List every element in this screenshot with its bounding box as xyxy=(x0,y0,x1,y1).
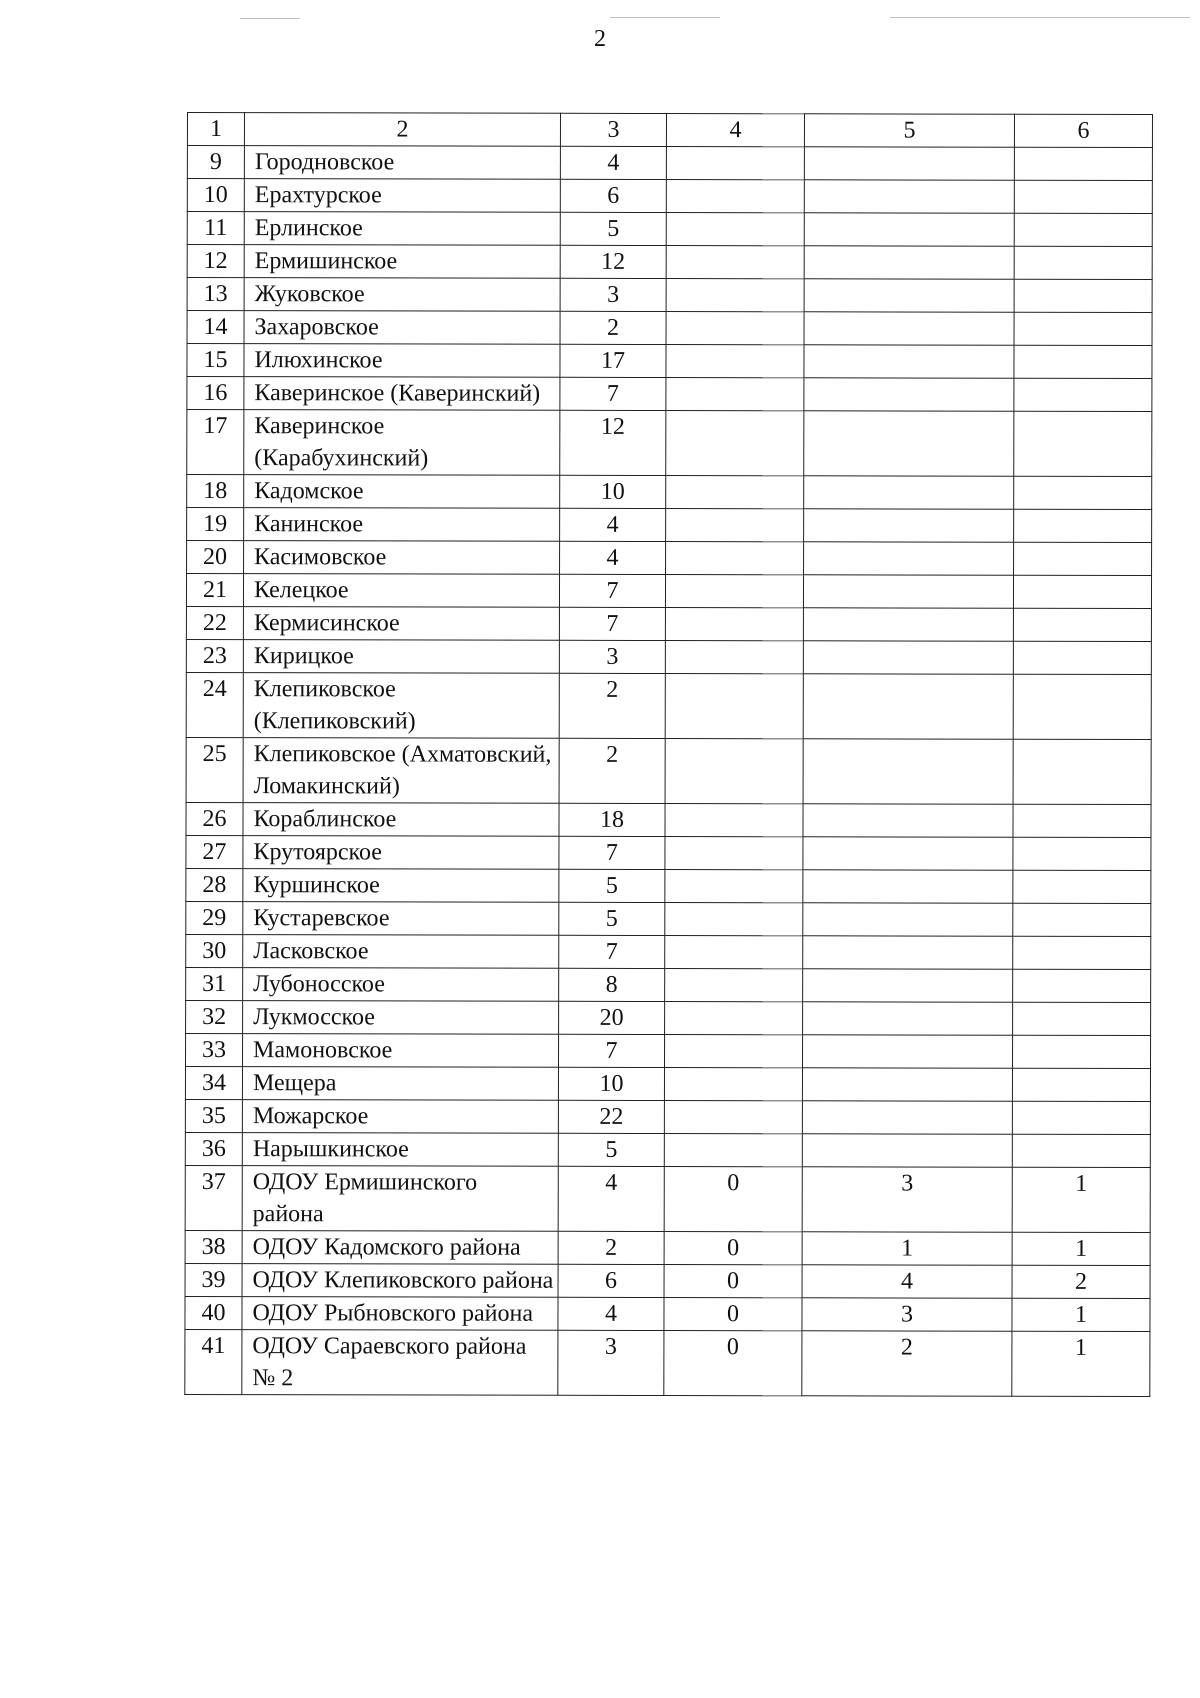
col4-cell xyxy=(665,870,803,903)
table-row xyxy=(185,1066,1150,1101)
row-number-cell: 37 xyxy=(185,1165,242,1230)
col5-cell xyxy=(804,147,1014,180)
col3-cell: 10 xyxy=(558,1067,664,1100)
col3-cell: 7 xyxy=(559,836,665,869)
col6-cell xyxy=(1014,345,1152,378)
organization-name-cell: Жуковское xyxy=(244,278,560,312)
row-number-cell: 17 xyxy=(187,410,244,475)
row-number-cell: 27 xyxy=(186,835,243,868)
col4-cell xyxy=(665,969,803,1002)
col3-cell: 4 xyxy=(558,1297,664,1330)
table-row xyxy=(186,868,1151,903)
header-cell: 6 xyxy=(1014,114,1152,147)
col4-cell xyxy=(665,903,803,936)
col3-cell: 5 xyxy=(559,902,665,935)
col4-cell xyxy=(666,378,804,411)
row-number-cell: 15 xyxy=(187,344,244,377)
col6-cell xyxy=(1014,180,1152,213)
organization-name-cell: Нарышкинское xyxy=(242,1133,558,1167)
col3-cell: 4 xyxy=(560,146,666,179)
col5-cell xyxy=(804,180,1014,213)
organization-name-cell: Кермисинское xyxy=(243,607,559,641)
organization-name-cell: Касимовское xyxy=(244,541,560,575)
table-row xyxy=(186,934,1151,969)
col3-cell: 3 xyxy=(559,640,665,673)
row-number-cell: 29 xyxy=(186,901,243,934)
col6-cell: 1 xyxy=(1012,1167,1150,1232)
row-number-cell: 23 xyxy=(186,639,243,672)
row-number-cell: 33 xyxy=(186,1033,243,1066)
row-number-cell: 16 xyxy=(187,377,244,410)
table-row xyxy=(187,377,1152,412)
table-row xyxy=(185,1230,1150,1265)
col3-cell: 5 xyxy=(559,869,665,902)
row-number-cell: 24 xyxy=(186,672,243,737)
organization-name-cell: Кирицкое xyxy=(243,640,559,674)
table-row xyxy=(187,278,1152,313)
row-number-cell: 34 xyxy=(185,1066,242,1099)
page-number: 2 xyxy=(594,26,606,52)
col6-cell xyxy=(1014,411,1152,476)
table-header-row xyxy=(187,113,1152,148)
col6-cell: 1 xyxy=(1012,1298,1150,1331)
table-row xyxy=(187,311,1152,346)
row-number-cell: 40 xyxy=(185,1296,242,1329)
col4-cell xyxy=(666,345,804,378)
col6-cell xyxy=(1014,378,1152,411)
col6-cell xyxy=(1012,1068,1150,1101)
col4-cell: 0 xyxy=(664,1265,802,1298)
row-number-cell: 21 xyxy=(186,574,243,607)
col3-cell: 2 xyxy=(559,673,665,738)
col3-cell: 12 xyxy=(560,410,666,475)
organization-name-cell: ОДОУ Клепиковского района xyxy=(242,1264,558,1298)
col5-cell xyxy=(804,411,1014,476)
table-row xyxy=(185,1296,1150,1331)
col6-cell xyxy=(1014,279,1152,312)
row-number-cell: 14 xyxy=(187,311,244,344)
col3-cell: 6 xyxy=(558,1264,664,1297)
organization-name-cell: Лубоносское xyxy=(243,968,559,1002)
table-row xyxy=(187,508,1152,543)
col3-cell: 5 xyxy=(560,212,666,245)
table-row xyxy=(187,146,1152,181)
organization-name-cell: ОДОУ Рыбновского района xyxy=(242,1297,558,1331)
header-cell: 3 xyxy=(560,113,666,146)
row-number-cell: 32 xyxy=(186,1000,243,1033)
row-number-cell: 26 xyxy=(186,802,243,835)
col4-cell xyxy=(665,739,803,804)
col3-cell: 22 xyxy=(558,1100,664,1133)
col5-cell xyxy=(803,1002,1013,1035)
row-number-cell: 20 xyxy=(187,541,244,574)
col4-cell xyxy=(665,837,803,870)
organization-name-cell: Каверинское (Карабухинский) xyxy=(244,410,560,476)
col4-cell xyxy=(665,641,803,674)
organization-name-cell: Можарское xyxy=(242,1100,558,1134)
col6-cell xyxy=(1014,147,1152,180)
col5-cell xyxy=(804,345,1014,378)
table-row xyxy=(187,541,1152,576)
table-row xyxy=(185,1132,1150,1167)
col3-cell: 18 xyxy=(559,803,665,836)
table-row xyxy=(186,802,1151,837)
table-row xyxy=(186,672,1151,739)
col5-cell: 3 xyxy=(802,1298,1012,1331)
col4-cell xyxy=(666,411,804,476)
col6-cell xyxy=(1013,804,1151,837)
col5-cell xyxy=(804,476,1014,509)
col6-cell xyxy=(1012,1035,1150,1068)
col5-cell xyxy=(803,674,1013,739)
row-number-cell: 30 xyxy=(186,934,243,967)
row-number-cell: 11 xyxy=(187,212,244,245)
col3-cell: 3 xyxy=(558,1330,664,1395)
header-cell: 4 xyxy=(666,114,804,147)
col6-cell xyxy=(1013,575,1151,608)
table-row xyxy=(185,1099,1150,1134)
organization-name-cell: ОДОУ Ермишинского района xyxy=(242,1166,558,1232)
col3-cell: 4 xyxy=(560,541,666,574)
col4-cell: 0 xyxy=(664,1167,802,1232)
col4-cell xyxy=(666,476,804,509)
col6-cell xyxy=(1012,1101,1150,1134)
table-row xyxy=(187,410,1152,477)
organization-name-cell: Клепиковское (Клепиковский) xyxy=(243,673,559,739)
col5-cell xyxy=(802,1035,1012,1068)
col5-cell xyxy=(803,739,1013,804)
col4-cell: 0 xyxy=(664,1232,802,1265)
col6-cell xyxy=(1013,837,1151,870)
organization-name-cell: Келецкое xyxy=(243,574,559,608)
col3-cell: 4 xyxy=(560,508,666,541)
col4-cell xyxy=(665,608,803,641)
organization-name-cell: Кораблинское xyxy=(243,803,559,837)
col3-cell: 5 xyxy=(558,1133,664,1166)
col3-cell: 2 xyxy=(558,1231,664,1264)
col4-cell xyxy=(665,674,803,739)
table-row xyxy=(185,1329,1150,1396)
col3-cell: 3 xyxy=(560,278,666,311)
col5-cell xyxy=(804,542,1014,575)
row-number-cell: 13 xyxy=(187,278,244,311)
col4-cell xyxy=(666,246,804,279)
col3-cell: 7 xyxy=(559,1034,665,1067)
table-row xyxy=(186,639,1151,674)
organization-name-cell: Ласковское xyxy=(243,935,559,969)
col3-cell: 4 xyxy=(558,1166,664,1231)
header-cell: 5 xyxy=(804,114,1014,147)
col6-cell xyxy=(1014,509,1152,542)
col4-cell xyxy=(665,1002,803,1035)
col4-cell xyxy=(665,936,803,969)
col6-cell xyxy=(1013,608,1151,641)
organization-name-cell: Мещера xyxy=(242,1067,558,1101)
col3-cell: 20 xyxy=(559,1001,665,1034)
col6-cell xyxy=(1013,870,1151,903)
data-table-container xyxy=(184,112,1152,1397)
col4-cell: 0 xyxy=(664,1331,802,1396)
col6-cell xyxy=(1013,969,1151,1002)
col6-cell: 2 xyxy=(1012,1265,1150,1298)
row-number-cell: 31 xyxy=(186,967,243,1000)
col4-cell xyxy=(666,213,804,246)
col6-cell: 1 xyxy=(1012,1331,1150,1396)
col6-cell xyxy=(1014,312,1152,345)
table-row xyxy=(186,737,1151,804)
col4-cell: 0 xyxy=(664,1298,802,1331)
col5-cell xyxy=(803,608,1013,641)
col3-cell: 7 xyxy=(559,574,665,607)
table-row xyxy=(187,212,1152,247)
col5-cell xyxy=(803,870,1013,903)
organization-name-cell: Лукмосское xyxy=(243,1001,559,1035)
row-number-cell: 41 xyxy=(185,1329,242,1394)
col3-cell: 17 xyxy=(560,344,666,377)
row-number-cell: 9 xyxy=(187,146,244,179)
organization-name-cell: Городновское xyxy=(244,146,560,180)
organization-name-cell: Крутоярское xyxy=(243,836,559,870)
row-number-cell: 25 xyxy=(186,737,243,802)
row-number-cell: 12 xyxy=(187,245,244,278)
col4-cell xyxy=(666,180,804,213)
table-row xyxy=(186,835,1151,870)
col4-cell xyxy=(664,1035,802,1068)
col5-cell: 3 xyxy=(802,1167,1012,1232)
col3-cell: 7 xyxy=(559,607,665,640)
col5-cell xyxy=(803,903,1013,936)
col6-cell xyxy=(1013,674,1151,739)
organization-name-cell: Ермишинское xyxy=(244,245,560,279)
col6-cell xyxy=(1014,542,1152,575)
col6-cell xyxy=(1014,476,1152,509)
header-cell: 2 xyxy=(244,113,560,147)
col6-cell xyxy=(1014,246,1152,279)
table-row xyxy=(185,1263,1150,1298)
organization-name-cell: Кадомское xyxy=(244,475,560,509)
col5-cell xyxy=(803,804,1013,837)
col5-cell: 1 xyxy=(802,1232,1012,1265)
data-table xyxy=(184,112,1153,1397)
col4-cell xyxy=(666,279,804,312)
col3-cell: 10 xyxy=(560,475,666,508)
col6-cell xyxy=(1013,1002,1151,1035)
organization-name-cell: Кустаревское xyxy=(243,902,559,936)
col3-cell: 2 xyxy=(559,738,665,803)
table-row xyxy=(185,1165,1150,1232)
col6-cell xyxy=(1014,213,1152,246)
table-row xyxy=(186,967,1151,1002)
table-row xyxy=(186,606,1151,641)
col5-cell xyxy=(804,279,1014,312)
scan-artifact xyxy=(610,17,720,18)
row-number-cell: 28 xyxy=(186,868,243,901)
organization-name-cell: Каверинское (Каверинский) xyxy=(244,377,560,411)
row-number-cell: 19 xyxy=(187,508,244,541)
organization-name-cell: Канинское xyxy=(244,508,560,542)
col4-cell xyxy=(666,509,804,542)
table-row xyxy=(186,574,1151,609)
col5-cell xyxy=(802,1134,1012,1167)
col3-cell: 6 xyxy=(560,179,666,212)
col4-cell xyxy=(664,1101,802,1134)
organization-name-cell: Мамоновское xyxy=(243,1034,559,1068)
col5-cell: 2 xyxy=(802,1331,1012,1396)
col5-cell xyxy=(802,1068,1012,1101)
col5-cell xyxy=(804,509,1014,542)
col4-cell xyxy=(666,312,804,345)
organization-name-cell: Клепиковское (Ахматовский, Ломакинский) xyxy=(243,738,559,804)
col6-cell xyxy=(1013,641,1151,674)
organization-name-cell: Илюхинское xyxy=(244,344,560,378)
organization-name-cell: ОДОУ Сараевского района № 2 xyxy=(242,1330,558,1396)
col5-cell xyxy=(803,641,1013,674)
row-number-cell: 39 xyxy=(185,1263,242,1296)
scan-artifact xyxy=(240,18,300,19)
table-row xyxy=(186,901,1151,936)
organization-name-cell: Ерлинское xyxy=(244,212,560,246)
row-number-cell: 18 xyxy=(187,475,244,508)
table-row xyxy=(186,1000,1151,1035)
table-row xyxy=(187,245,1152,280)
col5-cell xyxy=(803,837,1013,870)
col6-cell xyxy=(1013,739,1151,804)
organization-name-cell: ОДОУ Кадомского района xyxy=(242,1231,558,1265)
organization-name-cell: Ерахтурское xyxy=(244,179,560,213)
header-cell: 1 xyxy=(187,113,244,146)
col3-cell: 8 xyxy=(559,968,665,1001)
col6-cell: 1 xyxy=(1012,1232,1150,1265)
col3-cell: 7 xyxy=(559,935,665,968)
row-number-cell: 22 xyxy=(186,606,243,639)
organization-name-cell: Куршинское xyxy=(243,869,559,903)
col4-cell xyxy=(664,1134,802,1167)
organization-name-cell: Захаровское xyxy=(244,311,560,345)
col4-cell xyxy=(665,575,803,608)
col3-cell: 7 xyxy=(560,377,666,410)
col4-cell xyxy=(666,542,804,575)
col4-cell xyxy=(666,147,804,180)
col5-cell xyxy=(802,1101,1012,1134)
col5-cell xyxy=(803,575,1013,608)
col5-cell xyxy=(803,936,1013,969)
row-number-cell: 10 xyxy=(187,179,244,212)
col5-cell: 4 xyxy=(802,1265,1012,1298)
table-row xyxy=(186,1033,1151,1068)
table-body xyxy=(185,146,1153,1397)
col5-cell xyxy=(804,246,1014,279)
row-number-cell: 36 xyxy=(185,1132,242,1165)
col5-cell xyxy=(804,378,1014,411)
col6-cell xyxy=(1013,936,1151,969)
col5-cell xyxy=(804,312,1014,345)
row-number-cell: 38 xyxy=(185,1230,242,1263)
row-number-cell: 35 xyxy=(185,1099,242,1132)
col5-cell xyxy=(804,213,1014,246)
table-row xyxy=(187,179,1152,214)
col4-cell xyxy=(665,804,803,837)
col3-cell: 12 xyxy=(560,245,666,278)
col4-cell xyxy=(664,1068,802,1101)
col5-cell xyxy=(803,969,1013,1002)
col6-cell xyxy=(1012,1134,1150,1167)
scan-artifact xyxy=(890,17,1190,18)
table-row xyxy=(187,344,1152,379)
col3-cell: 2 xyxy=(560,311,666,344)
col6-cell xyxy=(1013,903,1151,936)
table-row xyxy=(187,475,1152,510)
